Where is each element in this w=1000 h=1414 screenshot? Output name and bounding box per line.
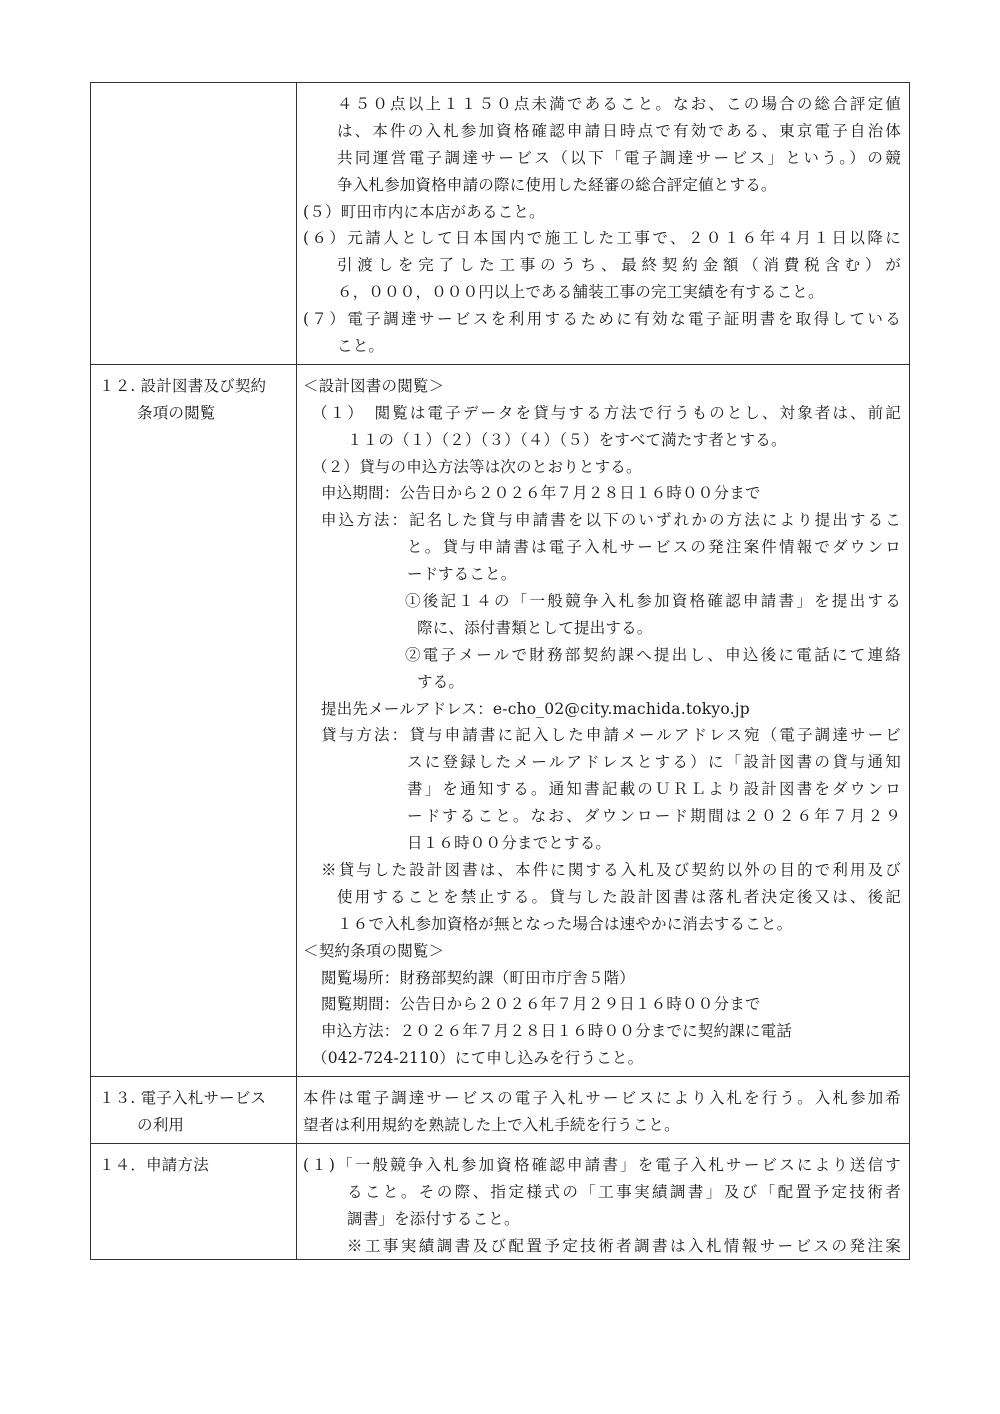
table-row xyxy=(91,364,910,1076)
content-line: 共同運営電子調達サービス（以下「電子調達サービス」という。）の競 xyxy=(337,148,901,167)
content-line: ること。その際、指定様式の「工事実績調書」及び「配置予定技術者 xyxy=(347,1182,901,1201)
row-content-cell xyxy=(297,1143,910,1260)
content-line: ードすること。なお、ダウンロード期間は２０２６年７月２９ xyxy=(407,807,901,826)
content-line: 調書」を添付すること。 xyxy=(347,1209,520,1228)
section-label: １４．申請方法 xyxy=(99,1155,209,1174)
content-line: （２）貸与の申込方法等は次のとおりとする。 xyxy=(312,457,642,476)
specification-table xyxy=(90,82,910,1260)
content-line: こと。 xyxy=(337,337,385,356)
email-address-line: 提出先メールアドレス：e-cho_02@city.machida.tokyo.jp xyxy=(321,699,750,718)
table-row xyxy=(91,1077,910,1144)
content-line: １１の（１）（２）（３）（４）（５）をすべて満たす者とする。 xyxy=(347,430,787,449)
section-label: の利用 xyxy=(137,1115,185,1134)
note-line: ※工事実績調書及び配置予定技術者調書は入札情報サービスの発注案 xyxy=(347,1236,901,1255)
content-line: ４５０点以上１１５０点未満であること。なお、この場合の総合評定値 xyxy=(337,95,901,113)
content-line: と。貸与申請書は電子入札サービスの発注案件情報でダウンロ xyxy=(407,538,901,557)
content-line: する。 xyxy=(417,672,465,691)
note-line: ※貸与した設計図書は、本件に関する入札及び契約以外の目的で利用及び xyxy=(321,860,901,879)
row-label-cell xyxy=(91,1077,297,1144)
content-line: 書」を通知する。通知書記載のＵＲＬより設計図書をダウンロ xyxy=(407,780,901,799)
section-label: 条項の閲覧 xyxy=(137,403,216,422)
subheading: ＜契約条項の閲覧＞ xyxy=(303,941,445,960)
content-line: ６，０００，０００円以上である舗装工事の完工実績を有すること。 xyxy=(337,283,824,302)
table-row xyxy=(91,1143,910,1260)
content-line: （042-724-2110）にて申し込みを行うこと。 xyxy=(312,1049,644,1068)
row-content-cell xyxy=(297,1077,910,1144)
content-line: （１） 閲覧は電子データを貸与する方法で行うものとし、対象者は、前記 xyxy=(312,403,901,422)
content-line: 日１６時００分までとする。 xyxy=(407,834,612,853)
section-label: １３. 電子入札サービス xyxy=(99,1089,267,1108)
content-line: (７）電子調達サービスを利用するために有効な電子証明書を取得している xyxy=(303,310,901,329)
content-line: 本件は電子調達サービスの電子入札サービスにより入札を行う。入札参加希 xyxy=(303,1089,901,1108)
content-line: 閲覧場所：財務部契約課（町田市庁舎５階） xyxy=(321,968,636,987)
row-content-cell xyxy=(297,364,910,1076)
content-line: ②電子メールで財務部契約課へ提出し、申込後に電話にて連絡 xyxy=(405,645,901,664)
content-line: 申込方法：記名した貸与申請書を以下のいずれかの方法により提出するこ xyxy=(321,511,901,530)
content-line: 申込方法：２０２６年７月２８日１６時００分までに契約課に電話 xyxy=(321,1022,793,1041)
content-line: 際に、添付書類として提出する。 xyxy=(417,618,653,637)
content-line: (１)「一般競争入札参加資格確認申請書」を電子入札サービスにより送信す xyxy=(303,1155,901,1174)
note-line: 使用することを禁止する。貸与した設計図書は落札者決定後又は、後記 xyxy=(337,887,901,906)
content-line: ①後記１４の「一般競争入札参加資格確認申請書」を提出する xyxy=(405,592,901,611)
content-line: 引渡しを完了した工事のうち、最終契約金額（消費税含む）が xyxy=(337,256,901,275)
content-line: スに登録したメールアドレスとする）に「設計図書の貸与通知 xyxy=(407,753,901,772)
content-line: は、本件の入札参加資格確認申請日時点で有効である、東京電子自治体 xyxy=(337,121,901,140)
row-label-cell xyxy=(91,1143,297,1260)
section-label: １２. 設計図書及び契約 xyxy=(99,376,267,395)
note-line: １６で入札参加資格が無となった場合は速やかに消去すること。 xyxy=(337,914,793,933)
content-line: 争入札参加資格申請の際に使用した経審の総合評定値とする。 xyxy=(337,175,777,194)
content-line: 申込期間：公告日から２０２６年７月２８日１６時００分まで xyxy=(321,484,761,503)
content-line: 閲覧期間：公告日から２０２６年７月２９日１６時００分まで xyxy=(321,995,761,1014)
content-line: 貸与方法：貸与申請書に記入した申請メールアドレス宛（電子調達サービ xyxy=(321,726,901,745)
row-content-cell xyxy=(297,83,910,365)
row-label-cell xyxy=(91,364,297,1076)
content-line: (５）町田市内に本店があること。 xyxy=(303,202,545,221)
row-label-cell xyxy=(91,83,297,365)
content-line: 望者は利用規約を熟読した上で入札手続を行うこと。 xyxy=(303,1115,680,1134)
subheading: ＜設計図書の閲覧＞ xyxy=(303,376,445,395)
table-row xyxy=(91,83,910,365)
content-line: (６）元請人として日本国内で施工した工事で、２０１６年４月１日以降に xyxy=(303,229,901,248)
content-line: ードすること。 xyxy=(407,565,517,584)
